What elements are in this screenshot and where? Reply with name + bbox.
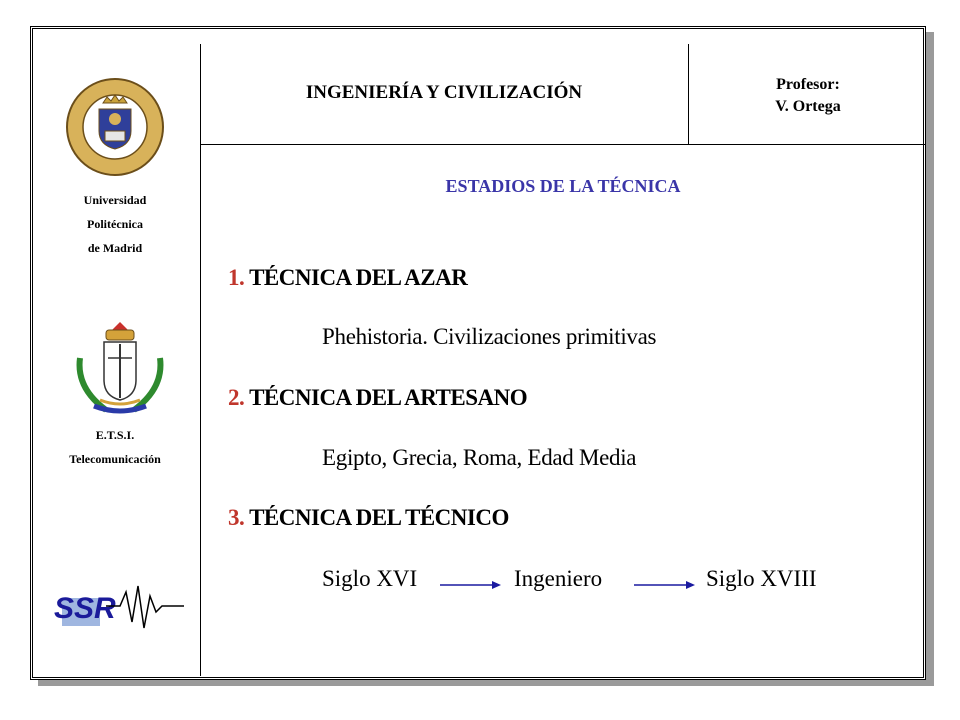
item-2-number: 2. <box>228 385 245 410</box>
section-subtitle: ESTADIOS DE LA TÉCNICA <box>445 176 681 196</box>
ssr-logo-text: SSR <box>54 592 116 625</box>
arrow-right-icon <box>440 579 502 591</box>
etsit-crest-logo <box>70 318 170 418</box>
item-1-detail: Phehistoria. Civilizaciones primitivas <box>322 324 657 349</box>
item-1-number: 1. <box>228 265 245 290</box>
professor-block <box>688 74 928 118</box>
item-1-heading <box>228 265 467 291</box>
upm-seal-logo <box>63 75 167 179</box>
item-3-detail-end: Siglo XVIII <box>706 566 817 591</box>
university-line-1: Universidad <box>83 193 147 207</box>
item-3-heading <box>228 505 509 531</box>
school-line-2: Telecomunicación <box>69 452 161 466</box>
header-bottom-line <box>200 144 926 145</box>
school-line-1: E.T.S.I. <box>95 428 135 442</box>
university-name <box>30 188 200 260</box>
professor-label: Profesor: <box>776 76 840 93</box>
school-name <box>30 423 200 471</box>
ssr-logo <box>48 578 198 638</box>
item-3-number: 3. <box>228 505 245 530</box>
item-2-title: TÉCNICA DEL ARTESANO <box>249 385 528 410</box>
arrow-right-icon <box>634 579 696 591</box>
item-3-detail-middle: Ingeniero <box>514 566 603 591</box>
item-3-detail-start: Siglo XVI <box>322 566 418 591</box>
professor-name: V. Ortega <box>775 98 841 115</box>
university-line-3: de Madrid <box>87 241 143 255</box>
sidebar-divider <box>200 44 201 676</box>
item-2-detail: Egipto, Grecia, Roma, Edad Media <box>322 445 637 470</box>
item-2-heading <box>228 385 527 411</box>
course-title: INGENIERÍA Y CIVILIZACIÓN <box>305 82 583 103</box>
item-1-title: TÉCNICA DEL AZAR <box>249 265 468 290</box>
university-line-2: Politécnica <box>87 217 143 231</box>
item-3-title: TÉCNICA DEL TÉCNICO <box>249 505 509 530</box>
